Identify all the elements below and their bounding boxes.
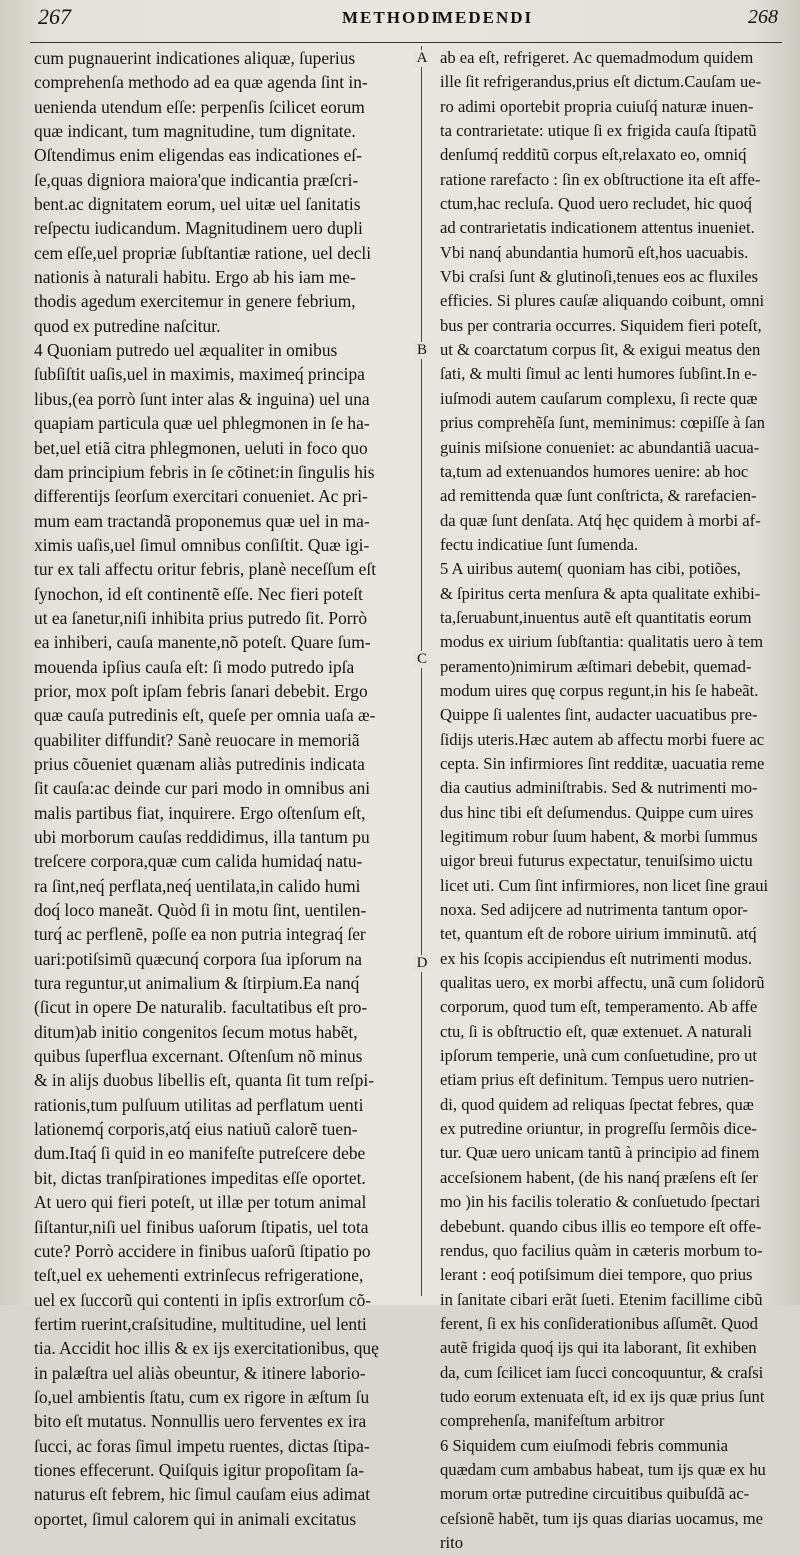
text-line: quæ cauſa putredinis eſt, queſe per omnia uaſa æ- xyxy=(34,705,376,726)
right-text-column xyxy=(440,46,790,1555)
text-line: ratione rarefacto : ſin ex obſtructione ita eſt affe- xyxy=(440,169,761,189)
text-line: modus ex uirium ſubſtantia: qualitatis uero à tem xyxy=(440,632,764,652)
text-line: libus,(ea porrò ſunt inter alas & inguina) uel una xyxy=(34,388,370,409)
text-line: bent.ac dignitatem eorum, uel uitæ uel ſanitatis xyxy=(34,194,361,215)
text-line: fectu indicatiue ſunt ſumenda. xyxy=(440,534,639,554)
text-line: lerant : eoq́ potiſsimum diei tempore, quo prius xyxy=(440,1265,753,1285)
text-line: tia. Accidit hoc illis & ex ijs exercitationibus, quę xyxy=(34,1338,379,1359)
text-line: quabiliter diffundit? Sanè reuocare in memoriã xyxy=(34,729,360,750)
text-line: ximis uaſis,uel ſimul omnibus conſiſtit. Quæ igi- xyxy=(34,534,370,555)
text-line: dus hinc tibi eſt deſumendus. Quippe cum uires xyxy=(440,802,754,822)
text-line: & ſpiritus certa menſura & apta qualitate exhibi- xyxy=(440,583,761,603)
text-line: quapiam particula quæ uel phlegmonen in ſe ha- xyxy=(34,413,370,434)
text-line: ra ſint,neq́ perflata,neq́ uentilata,in calido humi xyxy=(34,875,361,896)
text-line: ea inhiberi, cauſa manente,nõ poteſt. Quare ſum- xyxy=(34,632,371,653)
text-line: ditum)ab initio congenitos ſecum motus habẽt, xyxy=(34,1021,358,1042)
text-line: autẽ frigida quoq́ ijs qui ita laborant, ſit exhiben xyxy=(440,1338,757,1358)
text-line: ceſsionẽ habẽt, tum ijs quas diarias uocamus, me xyxy=(440,1508,764,1528)
text-line: mum eam tractandã proponemus quæ uel in ma- xyxy=(34,510,370,531)
text-line: bito eſt mutatus. Nonnullis uero ferventes ex ira xyxy=(34,1411,367,1432)
text-line: Vbi nanq́ abundantia humorũ eſt,hos uacuabis. xyxy=(440,242,749,262)
text-line: modum uires quę corpus regunt,in his ſe habeãt. xyxy=(440,680,759,700)
text-line: malis partibus fiat, inquirere. Ergo oſtenſum eſt, xyxy=(34,802,366,823)
running-head-right: MEDENDI xyxy=(437,8,534,27)
text-line: iuſmodi autem cauſarum complexu, ſi recte quæ xyxy=(440,388,758,408)
text-line: uigor breui futurus expectatur, tenuiſsimo uictu xyxy=(440,851,753,871)
text-line: bit, dictas tranſpirationes impeditas eſſe oportet. xyxy=(34,1167,366,1188)
text-line: lationemq́ corporis,atq́ eius natiuũ calorẽ tuen- xyxy=(34,1119,358,1140)
text-line: ro adimi oportebit propria cuiuſq́ naturæ inuen- xyxy=(440,96,754,116)
text-line: quæ indicant, tum magnitudine, tum dignitate. xyxy=(34,121,356,142)
text-line: ad remittenda quæ ſunt conſtricta, & rarefacien- xyxy=(440,486,757,506)
text-line: thodis agedum exercitemur in genere febrium, xyxy=(34,291,356,312)
text-line: oportet, ſimul calorem qui in animali excitatus xyxy=(34,1508,357,1529)
text-line: ad contrarietatis indicationem attentus inueniet. xyxy=(440,218,755,238)
text-line: ſubſiſtit uaſis,uel in maximis, maximeq́ principa xyxy=(34,364,365,385)
text-line: ſynochon, id eſt continentẽ eſſe. Nec fieri poteſt xyxy=(34,583,363,604)
left-text-column xyxy=(34,46,408,1531)
text-line: uari:potiſsimũ quæcunq́ corpora ſua ipſorum na xyxy=(34,948,362,969)
text-line: 6 Siquidem cum eiuſmodi febris communia xyxy=(440,1435,729,1455)
text-line: & in alijs duobus libellis eſt, quanta ſit tum reſpi- xyxy=(34,1070,375,1091)
text-line: ut ea ſanetur,niſi inhibita prius putredo ſit. Porrò xyxy=(34,607,368,628)
text-line: dia cautius adminiſtrabis. Sed & nutrimenti mo- xyxy=(440,778,758,798)
text-line: prius comprehẽſa ſunt, meminimus: cœpiſſe à ſan xyxy=(440,413,765,433)
text-line: differentijs ſeorſum exercitari conueniet. Ac pri- xyxy=(34,486,368,507)
right-page-number: 268 xyxy=(748,6,778,28)
text-line: mouenda ipſius cauſa eſt: ſi modo putredo ipſa xyxy=(34,656,355,677)
text-line: etiam prius eſt definitum. Tempus uero nutrien- xyxy=(440,1070,755,1090)
text-line: dum.Itaq́ ſi quid in eo manifeſte putreſcere debe xyxy=(34,1143,366,1164)
text-line: corporum, quod tum eſt, temperamento. Ab affe xyxy=(440,997,758,1017)
page-header xyxy=(0,0,800,40)
text-line: guinis miſsione conueniet: ac abundantiã uacua- xyxy=(440,437,760,457)
text-line: bet,uel etiã citra phlegmonen, ueluti in foco quo xyxy=(34,437,368,458)
text-line: ta,tum ad extenuandos humores uenire: ab hoc xyxy=(440,461,749,481)
text-line: ex putredine oriuntur, in progreſſu ſermõis dice- xyxy=(440,1119,757,1139)
text-line: ſiſtantur,niſi uel finibus uaſorum ſtipatis, uel tota xyxy=(34,1216,369,1237)
text-line: legitimum robur ſuum habent, & morbi ſummus xyxy=(440,827,758,846)
text-line: morum ortæ putredine circuitibus quibuſdã ac- xyxy=(440,1484,750,1504)
text-line: tur ex tali affectu oritur febris, planè neceſſum eſt xyxy=(34,559,377,580)
column-divider xyxy=(421,46,422,1296)
text-line: in palæſtra uel aliàs obeuntur, & itinere laborio- xyxy=(34,1362,366,1383)
text-line: fertim ruerint,craſsitudine, multitudine, uel lenti xyxy=(34,1313,367,1334)
text-line: ſo,uel ambientis ſtatu, cum ex rigore in æſtum ſu xyxy=(34,1386,370,1407)
text-line: efficies. Si plures cauſæ aliquando coibunt, omni xyxy=(440,291,765,311)
text-line: qualitas uero, ex morbi affectu, unã cum ſolidorũ xyxy=(440,973,765,993)
text-line: ab ea eſt, refrigeret. Ac quemadmodum quidem xyxy=(440,48,754,67)
text-line: ut & coarctatum corpus ſit, & exigui meatus den xyxy=(440,340,761,360)
text-line: Oſtendimus enim eligendas eas indicationes eſ- xyxy=(34,145,362,166)
text-line: naturus eſt febrem, hic ſimul cauſam eius adimat xyxy=(34,1484,371,1505)
text-line: ipſorum temperie, unà cum conſuetudine, pro ut xyxy=(440,1046,758,1066)
text-line: prior, mox poſt ipſam febris ſanari debebit. Ergo xyxy=(34,680,368,701)
text-line: uenienda utendum eſſe: perpenſis ſcilicet eorum xyxy=(34,96,365,117)
text-line: quibus ſuperflua excernant. Oſtenſum nõ minus xyxy=(34,1046,363,1067)
text-line: Vbi craſsi ſunt & glutinoſi,tenues eos ac fluxiles xyxy=(440,267,758,287)
text-line: ubi morborum cauſas reddidimus, illa tantum pu xyxy=(34,827,370,847)
text-line: ſucci, ac foras ſimul impetu ruentes, dictas ſtipa- xyxy=(34,1435,370,1456)
text-line: ctu, ſi is obſtructio eſt, quæ extenuet. A naturali xyxy=(440,1021,752,1041)
text-line: prius cõueniet quænam aliàs putredinis indicata xyxy=(34,753,365,774)
text-line: ta,ſeruabunt,inuentus autẽ eſt quantitatis eorum xyxy=(440,607,752,627)
text-line: tura reguntur,ut animalium & ſtirpium.Ea nanq́ xyxy=(34,973,360,994)
text-line: cute? Porrò accidere in finibus uaſorũ ſtipatio po xyxy=(34,1240,371,1261)
text-line: At uero qui fieri poteſt, ut illæ per totum animal xyxy=(34,1192,367,1213)
text-line: comprehenſa methodo ad ea quæ agenda ſint in- xyxy=(34,72,368,93)
text-line: 4 Quoniam putredo uel æqualiter in omibus xyxy=(34,340,338,361)
text-line: uel ex ſuccorũ qui contenti in ipſis extrorſum cõ- xyxy=(34,1289,372,1310)
header-rule xyxy=(30,42,782,43)
text-line: ſe,quas digniora maiora'que indicantia præſcri- xyxy=(34,169,359,190)
text-line: ſati, & multi ſimul ac lenti humores ſubſint.In e- xyxy=(440,364,758,384)
margin-letter-b: B xyxy=(413,342,431,359)
margin-letter-c: C xyxy=(413,651,431,668)
text-line: comprehenſa, manifeſtum arbitror xyxy=(440,1411,665,1431)
text-line: treſcere corpora,quæ cum calida humidaq́ natu- xyxy=(34,851,363,872)
text-line: bus per contraria occurres. Siquidem fieri poteſt, xyxy=(440,315,762,335)
text-line: reſpectu iudicandum. Magnitudinem uero dupli xyxy=(34,218,363,239)
text-line: (ſicut in opere De naturalib. facultatibus eſt pro- xyxy=(34,997,368,1018)
text-line: in ſanitate cibari erãt ſueti. Etenim facillime cibũ xyxy=(440,1289,763,1309)
text-line: debebunt. quando cibus illis eo tempore eſt offe- xyxy=(440,1216,762,1236)
text-line: da, cum ſcilicet iam ſucci concoquuntur, & craſsi xyxy=(440,1362,764,1382)
text-line: mo )in his facilis toleratio & conſuetudo ſpectari xyxy=(440,1192,761,1212)
text-line: ferent, ſi ex his conſiderationibus aſſumẽt. Quod xyxy=(440,1313,758,1333)
left-page-number: 267 xyxy=(38,4,71,29)
text-line: ſit cauſa:ac deinde cur pari modo in omnibus ani xyxy=(34,778,371,799)
text-line: doq́ loco maneãt. Quòd ſi in motu ſint, uentilen- xyxy=(34,900,367,921)
text-line: nationis à naturali habitu. Ergo ab his iam me- xyxy=(34,267,356,288)
text-line: noxa. Sed adijcere ad nutrimenta tantum opor- xyxy=(440,900,748,920)
text-line: cepta. Sin infirmiores ſint redditæ, uacuatia reme xyxy=(440,753,765,773)
text-line: 5 A uiribus autem( quoniam has cibi, potiões, xyxy=(440,559,741,579)
text-line: tur. Quæ uero unicam tantũ à principio ad finem xyxy=(440,1143,760,1163)
text-line: ctum,hac recluſa. Quod uero recludet, hic quoq́ xyxy=(440,194,752,214)
text-line: licet uti. Cum ſint infirmiores, non licet ſine graui xyxy=(440,875,769,895)
text-line: quædam cum ambabus habeat, tum ijs quæ ex hu xyxy=(440,1459,766,1479)
text-line: cem eſſe,uel propriæ ſubſtantiæ ratione, uel decli xyxy=(34,242,372,263)
text-line: ta contrarietate: utique ſi ex frigida cauſa ſtipatũ xyxy=(440,121,757,141)
text-line: ille ſit refrigerandus,prius eſt dictum.Cauſam ue- xyxy=(440,72,762,92)
text-line: Quippe ſi ualentes ſint, audacter uacuatibus pre- xyxy=(440,705,758,725)
text-line: ſidijs uteris.Hæc autem ab affectu morbi fuere ac xyxy=(440,729,765,749)
text-line: da quæ ſunt denſata. Atq́ hęc quidem à morbi af- xyxy=(440,510,761,530)
margin-letter-d: D xyxy=(413,955,431,972)
text-line: tiones effecerunt. Quiſquis igitur propoſitam ſa- xyxy=(34,1459,365,1480)
text-line: dam principium febris in ſe cõtinet:in ſingulis his xyxy=(34,461,375,482)
text-line: tudo eorum extenuata eſt, id ex ijs quæ prius ſunt xyxy=(440,1386,765,1406)
text-line: ex his ſcopis accipiendus eſt nutrimenti modus. xyxy=(440,948,752,968)
text-line: acceſsionem habent, (de his nanq́ præſens eſt ſer xyxy=(440,1167,758,1187)
text-line: di, quod quidem ad reliquas ſpectat febres, quæ xyxy=(440,1094,754,1114)
running-head-left: METHODI xyxy=(342,8,441,27)
text-line: cum pugnauerint indicationes aliquæ, ſuperius xyxy=(34,48,356,68)
text-line: turq́ ac perflenẽ, poſſe ea non putria integraq́ ſer xyxy=(34,924,366,945)
text-line: denſumq́ redditũ corpus eſt,relaxato eo, omniq́ xyxy=(440,145,747,165)
text-line: teſt,uel ex uehementi extrinſecus refrigeratione, xyxy=(34,1265,364,1286)
margin-letter-a: A xyxy=(413,50,431,67)
text-line: rito xyxy=(440,1532,464,1552)
text-line: rationis,tum pulſuum utilitas ad perflatum uenti xyxy=(34,1094,364,1115)
text-line: tet, quantum eſt de robore uirium imminutũ. atq́ xyxy=(440,924,757,944)
text-line: peramento)nimirum æſtimari debebit, quemad- xyxy=(440,656,752,676)
text-line: quod ex putredine naſcitur. xyxy=(34,315,221,336)
text-line: rendus, quo facilius quàm in cæteris morbum to- xyxy=(440,1240,763,1260)
